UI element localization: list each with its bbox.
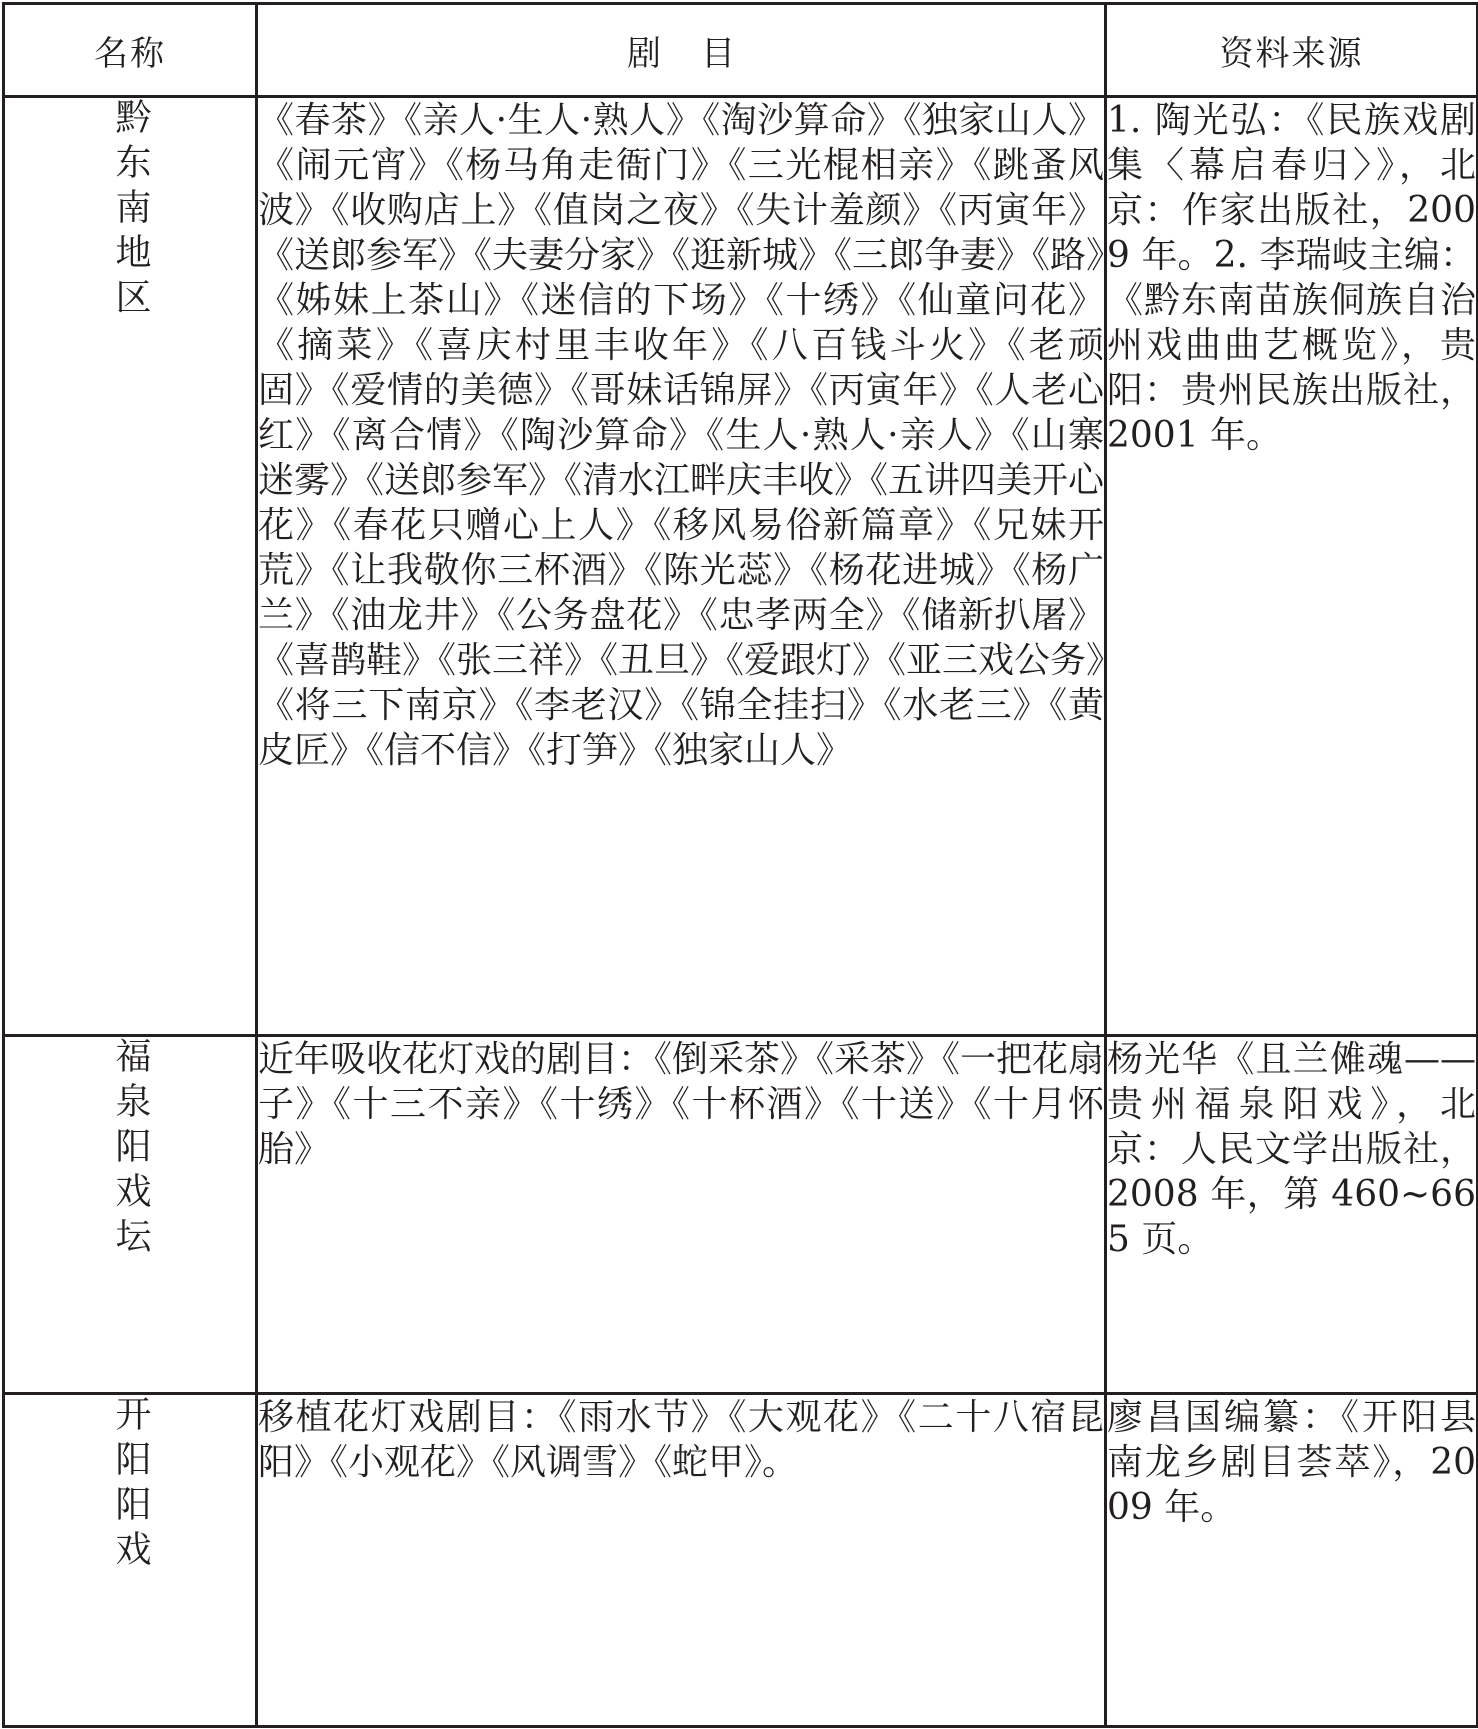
region-name: 福泉阳戏坛 <box>110 1037 151 1262</box>
region-name: 开阳阳戏 <box>110 1395 151 1575</box>
header-repertoire-label: 剧目 <box>627 33 775 74</box>
repertoire-table <box>2 2 1478 1728</box>
repertoire-cell: 近年吸收花灯戏的剧目：《倒采茶》《采茶》《一把花扇子》《十三不亲》《十绣》《十杯酒》《十送》《十月怀胎》 <box>257 1036 1106 1394</box>
table-row <box>4 1394 1478 1727</box>
name-cell <box>4 1394 257 1727</box>
name-cell <box>4 97 257 1036</box>
source-cell: 杨光华《且兰傩魂——贵州福泉阳戏》，北京：人民文学出版社，2008 年，第 460~665 页。 <box>1106 1036 1478 1394</box>
header-source: 资料来源 <box>1106 4 1478 97</box>
source-cell: 廖昌国编纂：《开阳县南龙乡剧目荟萃》，2009 年。 <box>1106 1394 1478 1727</box>
repertoire-cell: 移植花灯戏剧目：《雨水节》《大观花》《二十八宿昆阳》《小观花》《风调雪》《蛇甲》。 <box>257 1394 1106 1727</box>
table-row <box>4 1036 1478 1394</box>
header-repertoire <box>257 4 1106 97</box>
table-header-row <box>4 4 1478 97</box>
repertoire-cell: 《春茶》《亲人·生人·熟人》《淘沙算命》《独家山人》《闹元宵》《杨马角走衙门》《三光棍相亲》《跳蚤风波》《收购店上》《值岗之夜》《失计羞颜》《丙寅年》《送郎参军》《夫妻分家》《逛新城》《三郎争妻》《路》《姊妹上茶山》《迷信的下场》《十绣》《仙童问花》《摘菜》《喜庆村里丰收年》《八百钱斗火》《老顽固》《爱情的美德》《哥妹话锦屏》《丙寅年》《人老心红》《离合情》《陶沙算命》《生人·熟人·亲人》《山寨迷雾》《送郎参军》《清水江畔庆丰收》《五讲四美开心花》《春花只赠心上人》《移风易俗新篇章》《兄妹开荒》《让我敬你三杯酒》《陈光蕊》《杨花进城》《杨广兰》《油龙井》《公务盘花》《忠孝两全》《储新扒屠》《喜鹊鞋》《张三祥》《丑旦》《爱跟灯》《亚三戏公务》《将三下南京》《李老汉》《锦全挂扫》《水老三》《黄皮匠》《信不信》《打笋》《独家山人》 <box>257 97 1106 1036</box>
table-row <box>4 97 1478 1036</box>
region-name: 黔东南地区 <box>110 98 151 323</box>
source-cell: 1. 陶光弘：《民族戏剧集〈幕启春归〉》，北京：作家出版社，2009 年。2. 李瑞岐主编：《黔东南苗族侗族自治州戏曲曲艺概览》，贵阳：贵州民族出版社，2001 年。 <box>1106 97 1478 1036</box>
header-name: 名称 <box>4 4 257 97</box>
name-cell <box>4 1036 257 1394</box>
